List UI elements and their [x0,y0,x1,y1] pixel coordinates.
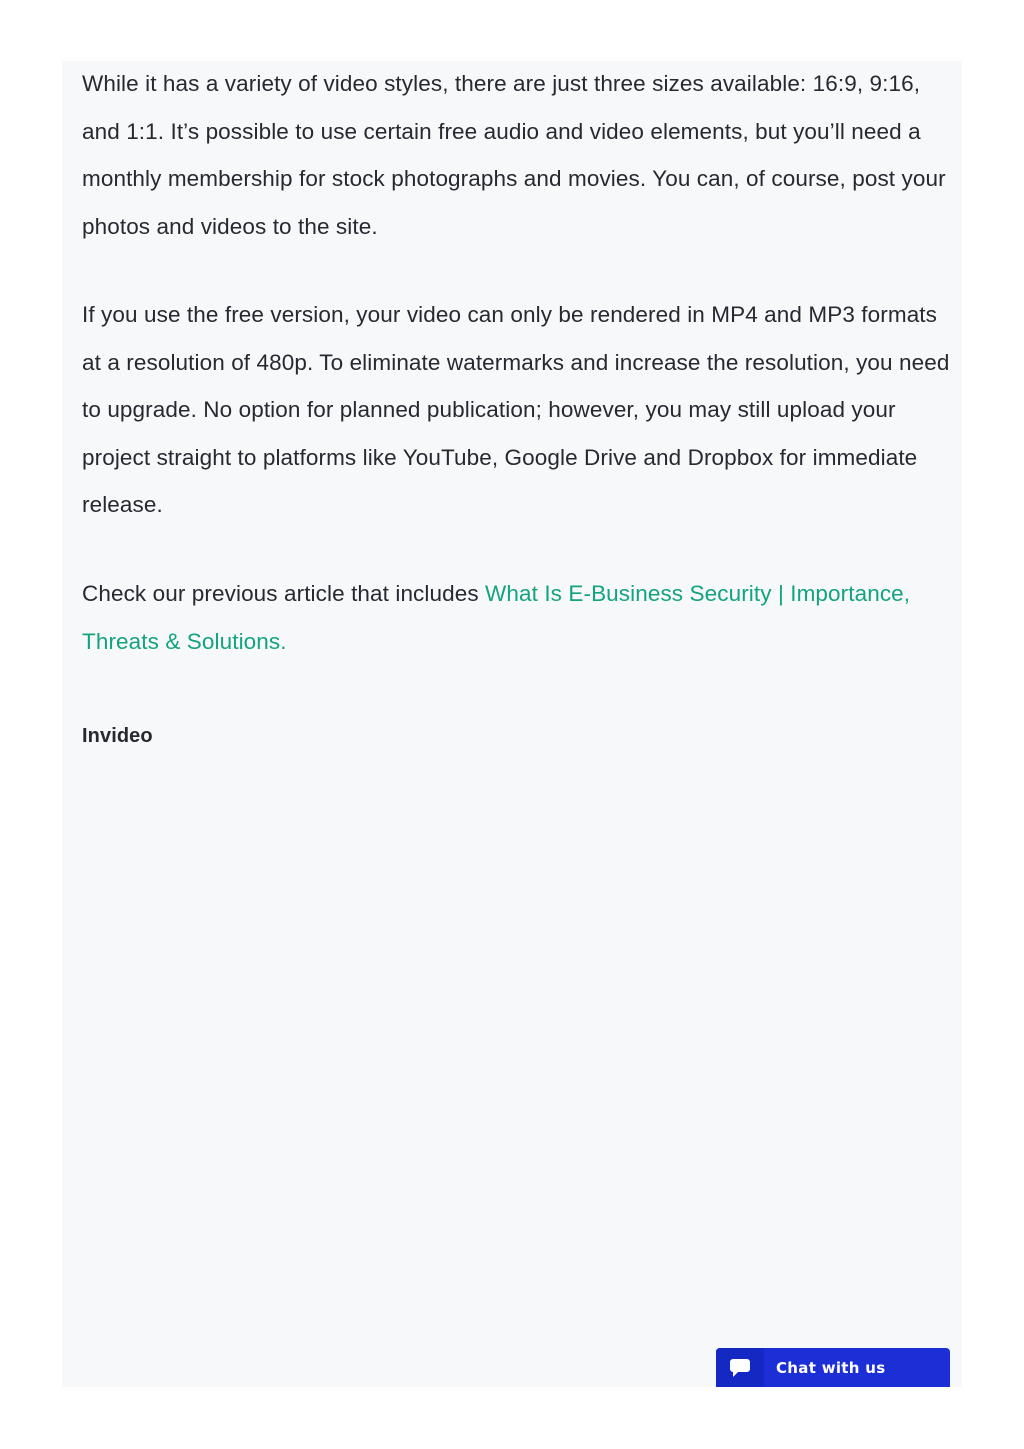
chat-with-us-button[interactable] [716,1348,950,1387]
chat-bubble-icon [729,1357,751,1379]
article-page [62,61,962,1387]
paragraph-previous-article-text: Check our previous article that includes [82,581,486,606]
paragraph-free-version: If you use the free version, your video can only be rendered in MP4 and MP3 formats at a resolution of 480p. To eliminate watermarks and increase the resolution, you need to upgrade. No option for planned publication; however, you may still upload your project straight to platforms like YouTube, Google Drive and Dropbox for immediate release. [82,302,950,517]
chat-icon-container [716,1348,764,1387]
paragraph-previous-article [82,570,952,665]
chat-with-us-label: Chat with us [776,1358,886,1377]
previous-article-link[interactable]: What Is E-Business Security | Importance, Threats & Solutions. [82,581,911,654]
section-heading-invideo: Invideo [82,725,153,747]
paragraph-video-sizes: While it has a variety of video styles, there are just three sizes available: 16:9, 9:16, and 1:1. It’s possible to use certain free audio and video elements, but you’ll need a monthly membership for stock photographs and movies. You can, of course, post your photos and videos to the site. [82,71,946,239]
